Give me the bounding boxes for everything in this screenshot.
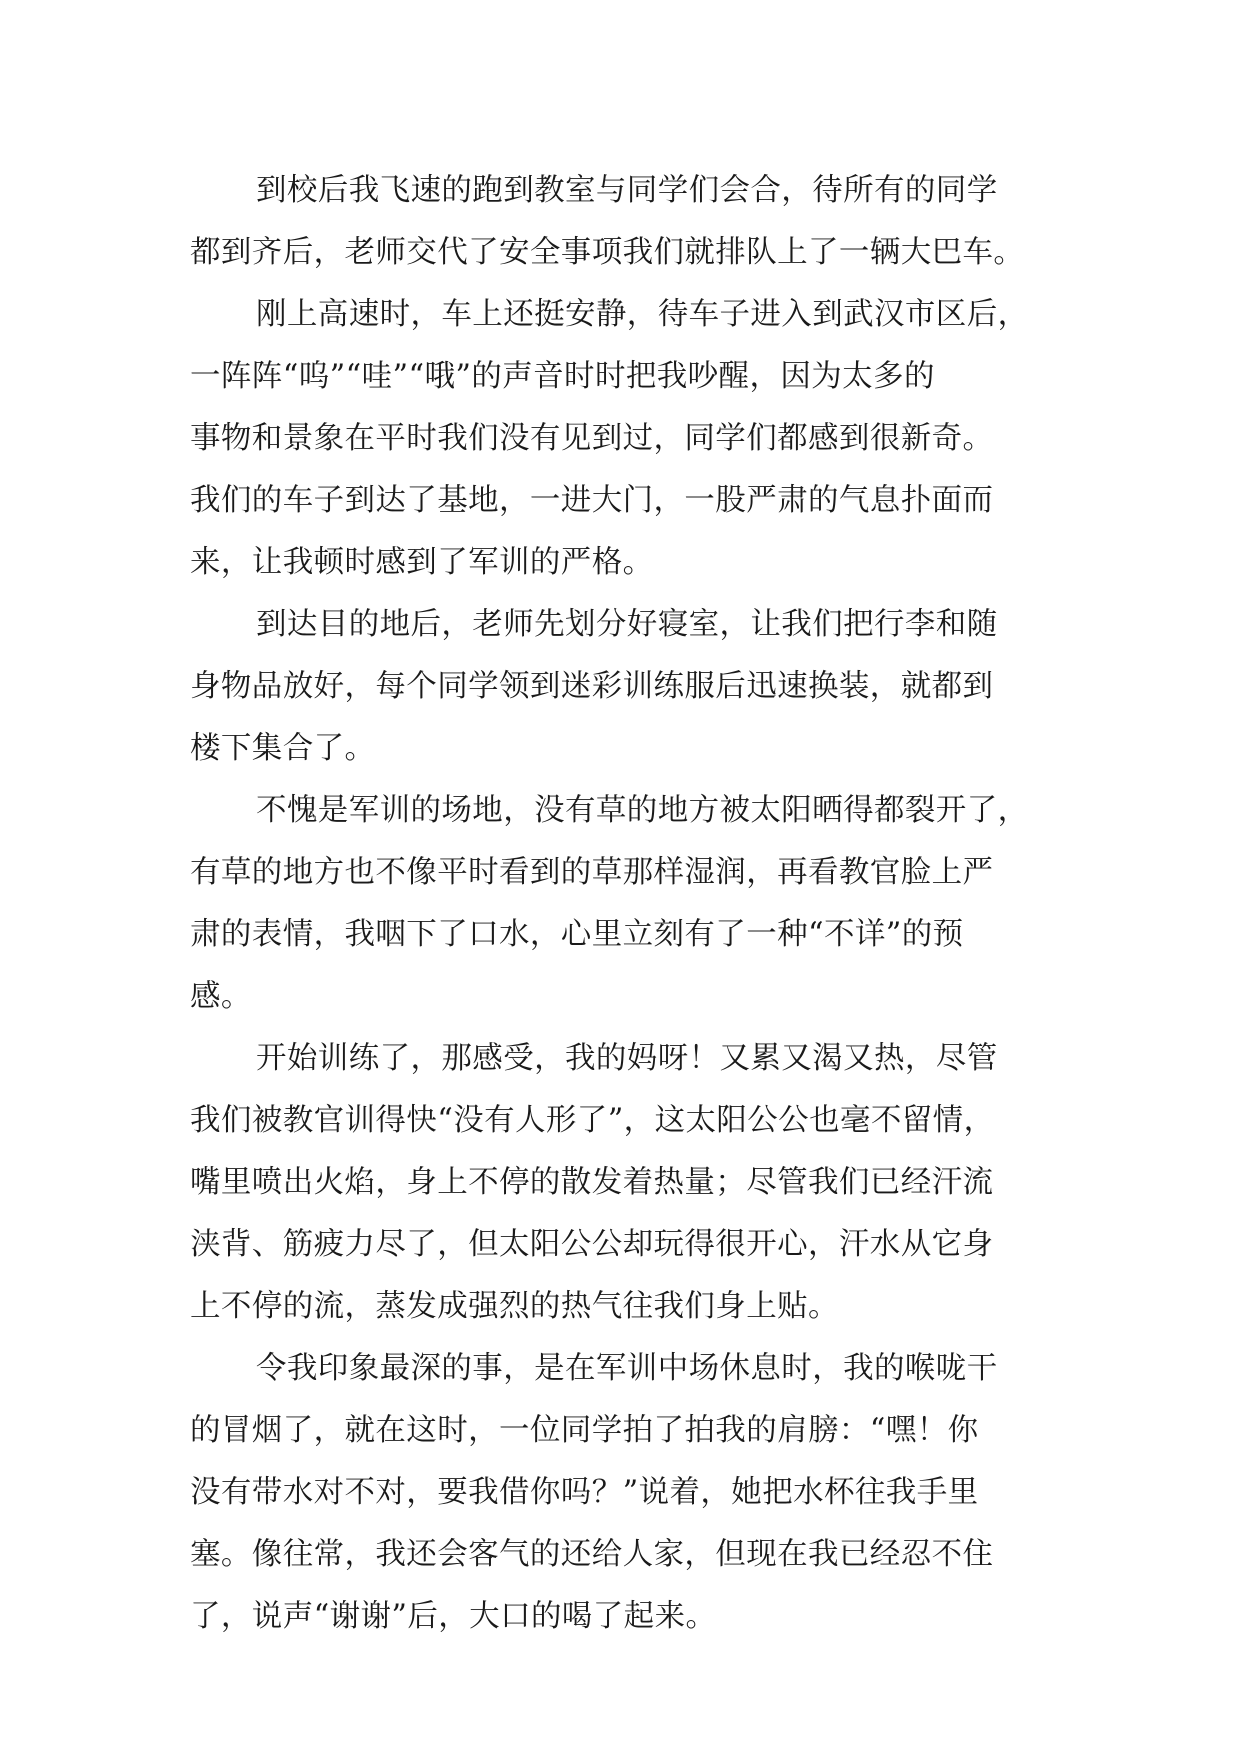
text-line: 刚上高速时，车上还挺安静，待车子进入到武汉市区后， [256, 297, 1029, 332]
text-line: 身物品放好，每个同学领到迷彩训练服后迅速换装，就都到 [190, 669, 994, 704]
text-line: 事物和景象在平时我们没有见到过，同学们都感到很新奇。 [190, 421, 994, 456]
text-line: 都到齐后，老师交代了安全事项我们就排队上了一辆大巴车。 [190, 235, 1025, 270]
text-line: 不愧是军训的场地，没有草的地方被太阳晒得都裂开了， [256, 793, 1029, 828]
text-line: 的冒烟了，就在这时，一位同学拍了拍我的肩膀：“嘿！你 [190, 1413, 979, 1448]
text-line: 有草的地方也不像平时看到的草那样湿润，再看教官脸上严 [190, 855, 994, 890]
text-line: 感。 [190, 979, 252, 1014]
text-line: 到校后我飞速的跑到教室与同学们会合，待所有的同学 [256, 173, 998, 208]
text-line: 令我印象最深的事，是在军训中场休息时，我的喉咙干 [256, 1351, 998, 1386]
text-line: 我们的车子到达了基地，一进大门，一股严肃的气息扑面而 [190, 483, 994, 518]
text-line: 开始训练了，那感受，我的妈呀！又累又渴又热，尽管 [256, 1041, 998, 1076]
text-line: 肃的表情，我咽下了口水，心里立刻有了一种“不详”的预 [190, 917, 964, 952]
text-line: 了，说声“谢谢”后，大口的喝了起来。 [190, 1599, 717, 1634]
text-line: 我们被教官训得快“没有人形了”，这太阳公公也毫不留情， [190, 1103, 995, 1138]
text-line: 上不停的流，蒸发成强烈的热气往我们身上贴。 [190, 1289, 839, 1324]
text-line: 来，让我顿时感到了军训的严格。 [190, 545, 654, 580]
text-line: 一阵阵“呜”“哇”“哦”的声音时时把我吵醒，因为太多的 [190, 359, 935, 394]
body-text [190, 160, 1070, 1648]
text-line: 浃背、筋疲力尽了，但太阳公公却玩得很开心，汗水从它身 [190, 1227, 994, 1262]
text-line: 嘴里喷出火焰，身上不停的散发着热量；尽管我们已经汗流 [190, 1165, 994, 1200]
text-line: 没有带水对不对，要我借你吗？”说着，她把水杯往我手里 [190, 1475, 979, 1510]
text-line: 塞。像往常，我还会客气的还给人家，但现在我已经忍不住 [190, 1537, 994, 1572]
text-line: 到达目的地后，老师先划分好寝室，让我们把行李和随 [256, 607, 998, 642]
text-line: 楼下集合了。 [190, 731, 376, 766]
